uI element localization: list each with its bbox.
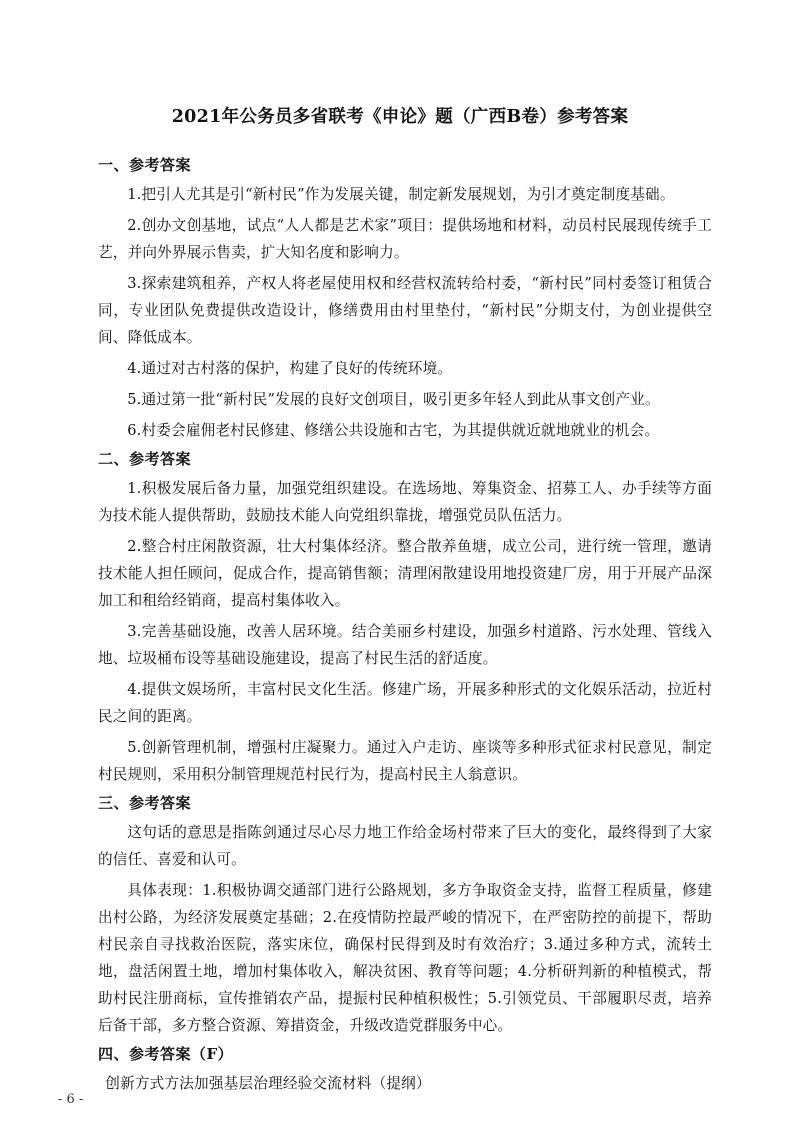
section-heading: 四、参考答案（F） [98, 1045, 234, 1063]
paragraph: 2.创办文创基地，试点“人人都是艺术家”项目：提供场地和材料，动员村民展现传统手工艺，并向外界展示售卖，扩大知名度和影响力。 [98, 217, 712, 261]
paragraph: 5.通过第一批“新村民”发展的良好文创项目，吸引更多年轻人到此从事文创产业。 [127, 391, 660, 408]
paragraph: 4.提供文娱场所，丰富村民文化生活。修建广场，开展多种形式的文化娱乐活动，拉近村民之间的距离。 [98, 681, 712, 725]
page-number: - 6 - [58, 1092, 84, 1107]
section-heading: 三、参考答案 [98, 794, 192, 812]
document-body [98, 154, 712, 1101]
document-title: 2021年公务员多省联考《申论》题（广西B卷）参考答案 [171, 107, 629, 127]
section-2 [98, 448, 712, 788]
paragraph: 6.村委会雇佣老村民修建、修缮公共设施和古宅，为其提供就近就地就业的机会。 [127, 422, 660, 439]
paragraph: 1.把引人尤其是引“新村民”作为发展关键，制定新发展规划，为引才奠定制度基础。 [127, 186, 675, 203]
section-heading: 二、参考答案 [98, 450, 192, 468]
paragraph: 5.创新管理机制，增强村庄凝聚力。通过入户走访、座谈等多种形式征求村民意见，制定村民规则，采用积分制管理规范村民行为，提高村民主人翁意识。 [98, 739, 712, 783]
paragraph: 2.整合村庄闲散资源，壮大村集体经济。整合散养鱼塘，成立公司，进行统一管理，邀请技术能人担任顾问，促成合作，提高销售额；清理闲散建设用地投资建厂房，用于开展产品深加工和租给经销商，提高村集体收入。 [98, 538, 712, 609]
section-4 [98, 1043, 712, 1097]
section-heading: 一、参考答案 [98, 156, 192, 174]
paragraph: 创新方式方法加强基层治理经验交流材料（提纲） [105, 1075, 431, 1092]
paragraph: 1.积极发展后备力量，加强党组织建设。在选场地、筹集资金、招募工人、办手续等方面为技术能人提供帮助，鼓励技术能人向党组织靠拢，增强党员队伍活力。 [98, 480, 712, 524]
section-3 [98, 792, 712, 1039]
paragraph: 3.完善基础设施，改善人居环境。结合美丽乡村建设，加强乡村道路、污水处理、管线入地、垃圾桶布设等基础设施建设，提高了村民生活的舒适度。 [98, 623, 712, 667]
section-1 [98, 154, 712, 444]
paragraph: 具体表现：1.积极协调交通部门进行公路规划，多方争取资金支持，监督工程质量，修建出村公路，为经济发展奠定基础；2.在疫情防控最严峻的情况下，在严密防控的前提下，帮助村民亲自寻找救治医院，落实床位，确保村民得到及时有效治疗；3.通过多种方式，流转土地，盘活闲置土地，增加村集体收入，解决贫困、教育等问题；4.分析研判新的种植模式，帮助村民注册商标，宣传推销农产品，提振村民种植积极性；5.引领党员、干部履职尽责，培养后备干部，多方整合资源、筹措资金，升级改造党群服务中心。 [98, 882, 712, 1034]
paragraph: 3.探索建筑租养，产权人将老屋使用权和经营权流转给村委，“新村民”同村委签订租赁合同，专业团队免费提供改造设计，修缮费用由村里垫付，“新村民”分期支付，为创业提供空间、降低成本。 [98, 275, 712, 346]
paragraph: 这句话的意思是指陈剑通过尽心尽力地工作给金场村带来了巨大的变化，最终得到了大家的信任、喜爱和认可。 [98, 824, 712, 868]
paragraph: 4.通过对古村落的保护，构建了良好的传统环境。 [127, 360, 453, 377]
